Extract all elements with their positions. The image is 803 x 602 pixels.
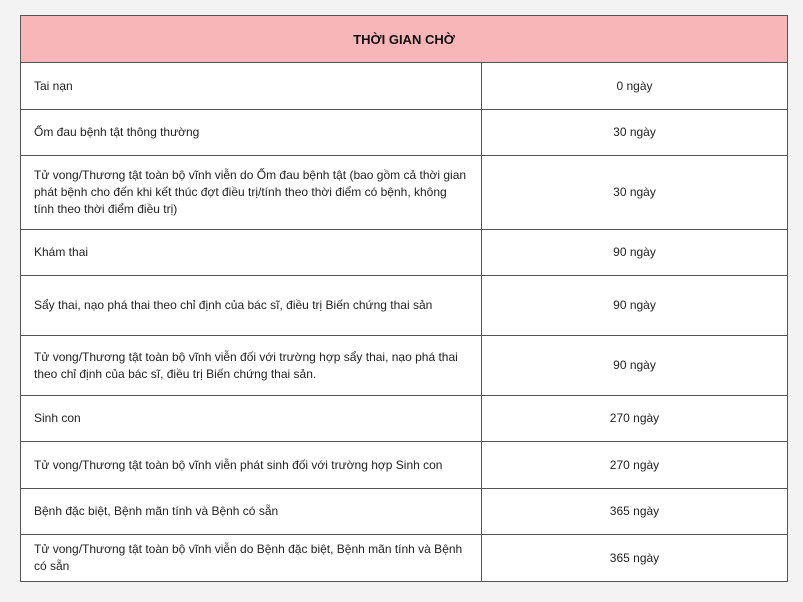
table-header: THỜI GIAN CHỜ [21,16,788,63]
row-waiting-days: 365 ngày [482,535,788,582]
table-row [21,110,788,156]
row-description: Tử vong/Thương tật toàn bộ vĩnh viễn đối với trường hợp sẩy thai, nạo phá thai theo chỉ định của bác sĩ, điều trị Biến chứng thai sản. [21,336,482,396]
row-description: Khám thai [21,230,482,276]
row-description: Tử vong/Thương tật toàn bộ vĩnh viễn phát sinh đối với trường hợp Sinh con [21,442,482,489]
row-description: Bệnh đặc biệt, Bệnh mãn tính và Bệnh có sẵn [21,489,482,535]
table-header-row [21,16,788,63]
row-description: Tử vong/Thương tật toàn bộ vĩnh viễn do Ốm đau bệnh tật (bao gồm cả thời gian phát bệnh cho đến khi kết thúc đợt điều trị/tính theo thời điểm có bệnh, không tính theo thời điểm điều trị) [21,156,482,230]
table-row [21,230,788,276]
row-waiting-days: 270 ngày [482,442,788,489]
row-waiting-days: 90 ngày [482,230,788,276]
row-description: Sẩy thai, nạo phá thai theo chỉ định của bác sĩ, điều trị Biến chứng thai sản [21,276,482,336]
table-row [21,336,788,396]
row-description: Ốm đau bệnh tật thông thường [21,110,482,156]
table-row [21,396,788,442]
row-waiting-days: 90 ngày [482,276,788,336]
row-waiting-days: 365 ngày [482,489,788,535]
row-description: Tử vong/Thương tật toàn bộ vĩnh viễn do Bệnh đặc biệt, Bệnh mãn tính và Bệnh có sẵn [21,535,482,582]
row-description: Sinh con [21,396,482,442]
row-description: Tai nạn [21,63,482,110]
table-row [21,156,788,230]
table-row [21,276,788,336]
table-row [21,535,788,582]
table-row [21,489,788,535]
row-waiting-days: 30 ngày [482,110,788,156]
row-waiting-days: 90 ngày [482,336,788,396]
row-waiting-days: 270 ngày [482,396,788,442]
row-waiting-days: 0 ngày [482,63,788,110]
table-row [21,442,788,489]
waiting-period-table [20,15,788,582]
row-waiting-days: 30 ngày [482,156,788,230]
table-row [21,63,788,110]
